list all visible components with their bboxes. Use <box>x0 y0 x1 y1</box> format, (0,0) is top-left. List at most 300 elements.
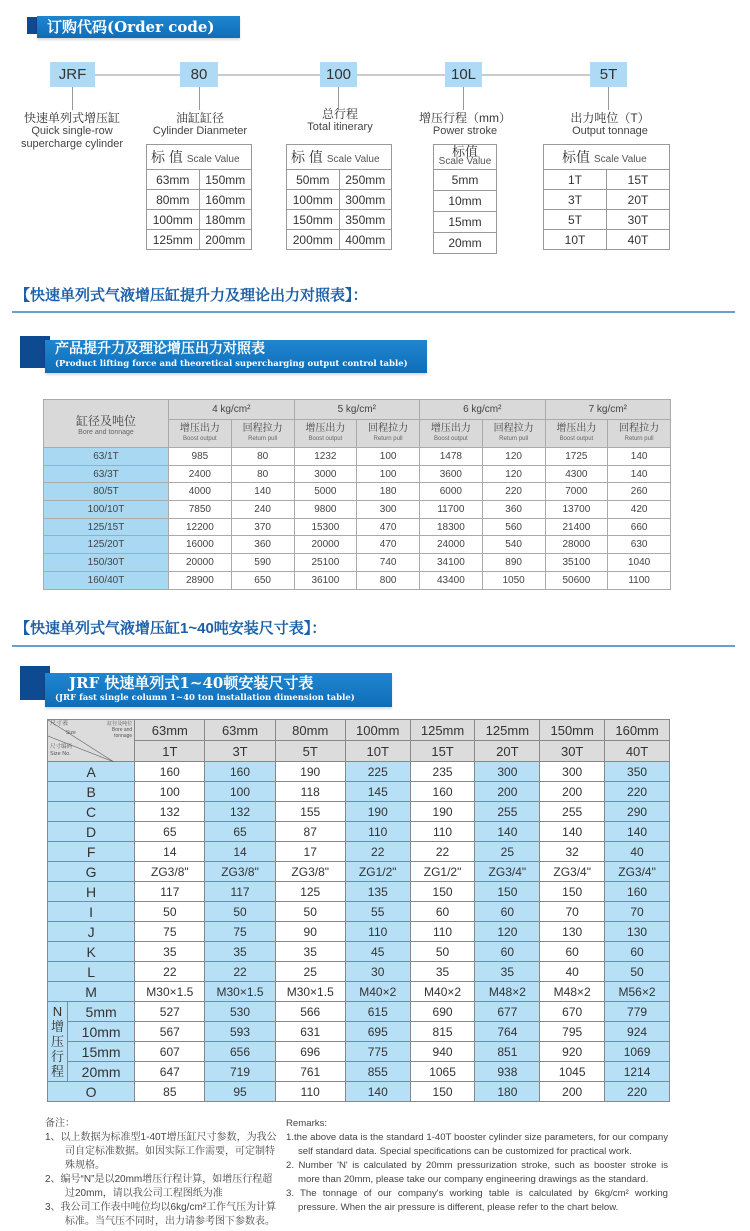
label-stroke: 总行程 Total itinerary <box>307 107 373 133</box>
corner-e: 尺寸编码 Size No. <box>50 744 73 757</box>
force-value: 370 <box>231 518 294 536</box>
return-en: Return pull <box>373 435 403 442</box>
scale-value: 100mm <box>287 190 340 210</box>
n-dimension-row <box>48 1062 670 1082</box>
dimension-value: 35 <box>475 962 540 982</box>
pressure-header: 6 kg/cm² <box>420 400 546 420</box>
dimension-value: 719 <box>205 1062 275 1082</box>
notes-en <box>286 1117 668 1215</box>
dimension-row <box>48 862 670 882</box>
power-stroke-scale-table <box>433 144 497 254</box>
code-box-series: JRF <box>50 62 95 87</box>
scale-header-cell <box>434 145 497 170</box>
dimension-value: 70 <box>605 902 670 922</box>
force-value: 1478 <box>420 448 483 466</box>
note-cn-1: 1、以上数据为标准型1-40T增压缸尺寸参数，为我公司自定标准数据。如因实际工作需要，可定制特殊规格。 <box>45 1132 277 1171</box>
boost-cn: 增压出力 <box>179 422 220 434</box>
bore-scale-table <box>146 144 252 250</box>
dimension-row <box>48 942 670 962</box>
dimension-value: 150 <box>540 882 605 902</box>
return-en: Return pull <box>624 435 654 442</box>
dimension-value: 851 <box>475 1042 540 1062</box>
force-value: 28000 <box>545 536 608 554</box>
dimension-value: 940 <box>410 1042 475 1062</box>
dimension-value: 150 <box>475 882 540 902</box>
note-en-1: 1.the above data is the standard 1-40T booster cylinder size parameters, for our company self standard data. Special specifications can be customized for practical work. <box>286 1132 668 1157</box>
return-cn: 回程拉力 <box>368 422 409 434</box>
dimension-value: 120 <box>475 922 540 942</box>
lifting-row <box>44 448 671 466</box>
dimension-value: 190 <box>275 762 345 782</box>
force-value: 7850 <box>169 501 232 519</box>
boost-en: Boost output <box>434 435 468 442</box>
dimension-value: 75 <box>135 922 205 942</box>
lifting-title-cn: 产品提升力及理论增压出力对照表 <box>55 341 265 357</box>
force-value: 590 <box>231 554 294 572</box>
bore-header: 125mm <box>475 720 540 741</box>
dimension-value: 695 <box>345 1022 410 1042</box>
dimension-row <box>48 902 670 922</box>
dimension-value: 45 <box>345 942 410 962</box>
dimension-value: ZG3/4" <box>475 862 540 882</box>
dimension-value: 220 <box>605 782 670 802</box>
header-row <box>48 720 670 741</box>
force-value: 34100 <box>420 554 483 572</box>
corner-cn: 缸径及吨位 <box>75 413 136 428</box>
dimension-value: ZG3/4" <box>605 862 670 882</box>
stroke-label: 15mm <box>68 1042 135 1062</box>
dimension-value: 100 <box>135 782 205 802</box>
code-box-stroke: 100 <box>320 62 357 87</box>
dimension-code: G <box>48 862 135 882</box>
scale-header-cell <box>287 145 392 170</box>
dimension-value: 938 <box>475 1062 540 1082</box>
dimension-table-banner <box>45 673 392 707</box>
force-value: 36100 <box>294 571 357 589</box>
force-value: 470 <box>357 518 420 536</box>
corner-header <box>48 720 135 762</box>
dimension-value: M40×2 <box>410 982 475 1002</box>
n-dimension-row <box>48 1002 670 1022</box>
dimension-value: 132 <box>205 802 275 822</box>
force-value: 300 <box>357 501 420 519</box>
force-value: 35100 <box>545 554 608 572</box>
force-value: 985 <box>169 448 232 466</box>
dimension-value: 65 <box>205 822 275 842</box>
force-value: 16000 <box>169 536 232 554</box>
dimension-value: 70 <box>540 902 605 922</box>
dimension-value: 670 <box>540 1002 605 1022</box>
scale-value: 150mm <box>199 170 252 190</box>
dimension-value: 190 <box>410 802 475 822</box>
force-value: 7000 <box>545 483 608 501</box>
dimension-value: 35 <box>135 942 205 962</box>
scale-label-cn: 标值 <box>451 144 478 159</box>
boost-en: Boost output <box>559 435 594 442</box>
dimension-value: 132 <box>135 802 205 822</box>
force-value: 120 <box>482 448 545 466</box>
boost-output-header <box>420 420 483 448</box>
scale-value: 30T <box>606 210 669 230</box>
dimension-value: 140 <box>605 822 670 842</box>
dimension-value: ZG3/8" <box>135 862 205 882</box>
dimension-value: 160 <box>605 882 670 902</box>
scale-label-en: Scale Value <box>186 154 240 165</box>
corner-d: Size <box>66 730 76 736</box>
divider <box>12 645 735 647</box>
dimension-row <box>48 782 670 802</box>
stroke-label: 10mm <box>68 1022 135 1042</box>
lifting-force-table <box>43 399 671 590</box>
return-cn: 回程拉力 <box>493 422 534 434</box>
order-code-title: 订购代码(Order code) <box>37 16 240 38</box>
dimension-value: 180 <box>475 1082 540 1102</box>
notes-cn <box>45 1117 280 1229</box>
scale-value: 5T <box>544 210 607 230</box>
bore-header: 150mm <box>540 720 605 741</box>
scale-value: 400mm <box>339 230 392 250</box>
dimension-value: 22 <box>345 842 410 862</box>
force-value: 18300 <box>420 518 483 536</box>
n-label-cell <box>48 1002 68 1082</box>
bore-header: 80mm <box>275 720 345 741</box>
force-value: 5000 <box>294 483 357 501</box>
scale-value: 125mm <box>147 230 200 250</box>
boost-cn: 增压出力 <box>305 422 346 434</box>
force-value: 120 <box>482 465 545 483</box>
scale-row <box>434 212 497 233</box>
note-en-2: 2. Number 'N' is calculated by 20mm pressurization stroke, such as booster stroke is more than 20mm, please take our company engineering drawings as the standard. <box>286 1160 668 1185</box>
dimension-value: 14 <box>135 842 205 862</box>
dimension-value: 779 <box>605 1002 670 1022</box>
code-box-tonnage: 5T <box>590 62 627 87</box>
pressure-header: 5 kg/cm² <box>294 400 420 420</box>
dimension-value: 95 <box>205 1082 275 1102</box>
dimension-value: 40 <box>540 962 605 982</box>
row-label: 63/1T <box>44 448 169 466</box>
scale-row <box>544 230 670 250</box>
connector-tick <box>463 87 464 110</box>
dimension-value: 55 <box>345 902 410 922</box>
dimension-title-en: (JRF fast single column 1~40 ton installation dimension table) <box>55 693 355 703</box>
force-value: 4300 <box>545 465 608 483</box>
dimension-value: 631 <box>275 1022 345 1042</box>
scale-value: 200mm <box>199 230 252 250</box>
lifting-row <box>44 536 671 554</box>
dimension-value: 85 <box>135 1082 205 1102</box>
force-value: 890 <box>482 554 545 572</box>
scale-header <box>287 145 392 170</box>
lifting-row <box>44 483 671 501</box>
row-label: 150/30T <box>44 554 169 572</box>
label-power-stroke: 增压行程（mm） Power stroke <box>419 111 511 137</box>
dimension-value: 150 <box>410 1082 475 1102</box>
dimension-value: 656 <box>205 1042 275 1062</box>
dimension-value: 110 <box>410 922 475 942</box>
scale-row <box>147 210 252 230</box>
dimension-value: 25 <box>475 842 540 862</box>
dimension-value: 65 <box>135 822 205 842</box>
scale-header <box>434 145 497 170</box>
dimension-value: 25 <box>275 962 345 982</box>
scale-value: 3T <box>544 190 607 210</box>
scale-label-en: Scale Value <box>326 154 380 165</box>
row-label: 80/5T <box>44 483 169 501</box>
dimension-code: J <box>48 922 135 942</box>
scale-value: 10mm <box>434 191 497 212</box>
boost-output-header <box>294 420 357 448</box>
dimension-value: 125 <box>275 882 345 902</box>
dimension-value: ZG1/2" <box>345 862 410 882</box>
lifting-row <box>44 554 671 572</box>
row-label: 160/40T <box>44 571 169 589</box>
force-value: 240 <box>231 501 294 519</box>
tonnage-header: 20T <box>475 741 540 762</box>
force-value: 100 <box>357 465 420 483</box>
lifting-row <box>44 501 671 519</box>
scale-row <box>544 190 670 210</box>
force-value: 11700 <box>420 501 483 519</box>
dimension-code: K <box>48 942 135 962</box>
dimension-value: 920 <box>540 1042 605 1062</box>
force-value: 21400 <box>545 518 608 536</box>
force-value: 80 <box>231 465 294 483</box>
scale-label-en: Scale Value <box>438 156 492 167</box>
force-value: 140 <box>608 448 671 466</box>
force-value: 630 <box>608 536 671 554</box>
dimension-value: 1069 <box>605 1042 670 1062</box>
dimension-value: ZG3/4" <box>540 862 605 882</box>
force-value: 560 <box>482 518 545 536</box>
dimension-value: 22 <box>135 962 205 982</box>
force-value: 740 <box>357 554 420 572</box>
force-value: 420 <box>608 501 671 519</box>
scale-row <box>544 170 670 190</box>
force-value: 360 <box>482 501 545 519</box>
scale-row <box>287 230 392 250</box>
force-value: 540 <box>482 536 545 554</box>
row-label: 125/15T <box>44 518 169 536</box>
dimension-code: F <box>48 842 135 862</box>
notes-en-title: Remarks: <box>286 1118 328 1129</box>
dimension-value: 235 <box>410 762 475 782</box>
dimension-value: 615 <box>345 1002 410 1022</box>
dimension-code: D <box>48 822 135 842</box>
dimension-value: 607 <box>135 1042 205 1062</box>
scale-header-cell <box>544 145 670 170</box>
tonnage-scale-table <box>543 144 670 250</box>
dimension-value: 140 <box>345 1082 410 1102</box>
force-value: 1725 <box>545 448 608 466</box>
force-value: 24000 <box>420 536 483 554</box>
force-value: 12200 <box>169 518 232 536</box>
scale-header-cell <box>147 145 252 170</box>
label-tonnage: 出力吨位（T） Output tonnage <box>570 111 650 137</box>
dimension-row <box>48 882 670 902</box>
dimension-code: H <box>48 882 135 902</box>
dimension-value: 1045 <box>540 1062 605 1082</box>
dimension-value: 255 <box>475 802 540 822</box>
scale-label-cn: 标 值 <box>291 149 323 165</box>
dimension-value: 50 <box>135 902 205 922</box>
code-box-power-stroke: 10L <box>445 62 482 87</box>
row-label: 63/3T <box>44 465 169 483</box>
dimension-value: 924 <box>605 1022 670 1042</box>
dimension-value: 255 <box>540 802 605 822</box>
dimension-row <box>48 962 670 982</box>
dimension-value: 150 <box>410 882 475 902</box>
dimension-value: 118 <box>275 782 345 802</box>
scale-label-cn: 标值 <box>562 149 590 165</box>
dimension-value: 35 <box>205 942 275 962</box>
return-pull-header <box>482 420 545 448</box>
dimension-row <box>48 922 670 942</box>
dimension-value: 200 <box>475 782 540 802</box>
dimension-value: 160 <box>135 762 205 782</box>
note-en-3: 3. The tonnage of our company's working table is calculated by 6kg/cm² working pressure. When the air pressure is different, please refer to the chart below. <box>286 1188 668 1213</box>
return-en: Return pull <box>499 435 529 442</box>
return-cn: 回程拉力 <box>242 422 283 434</box>
force-value: 15300 <box>294 518 357 536</box>
corner-b: 缸径及吨位 Bore and tonnage <box>107 721 133 739</box>
dimension-value: 50 <box>205 902 275 922</box>
dimension-value: M48×2 <box>475 982 540 1002</box>
dimension-code: O <box>48 1082 135 1102</box>
dimension-value: 677 <box>475 1002 540 1022</box>
scale-row <box>147 170 252 190</box>
boost-en: Boost output <box>308 435 343 442</box>
force-value: 100 <box>357 448 420 466</box>
pressure-header: 4 kg/cm² <box>169 400 295 420</box>
tonnage-header: 40T <box>605 741 670 762</box>
scale-label-cn: 标 值 <box>151 149 183 165</box>
lifting-row <box>44 518 671 536</box>
scale-row <box>434 191 497 212</box>
force-value: 20000 <box>169 554 232 572</box>
note-cn-2: 2、编号“N”是以20mm增压行程计算，如增压行程超过20mm，请以我公司工程图纸为准 <box>45 1174 273 1199</box>
note-cn-3: 3、我公司工作表中吨位均以6kg/cm²工作气压为计算标准。当气压不同时，出力请参考图下参数表。 <box>45 1202 277 1227</box>
scale-row <box>287 210 392 230</box>
dimension-value: 22 <box>205 962 275 982</box>
dimension-value: 815 <box>410 1022 475 1042</box>
scale-label-en: Scale Value <box>594 154 647 165</box>
corner-en: Bore and tonnage <box>78 428 134 436</box>
header-row <box>44 400 671 420</box>
dimension-value: 117 <box>135 882 205 902</box>
tonnage-header: 10T <box>345 741 410 762</box>
dimension-row <box>48 1082 670 1102</box>
boost-cn: 增压出力 <box>430 422 471 434</box>
force-value: 1040 <box>608 554 671 572</box>
dimension-value: 60 <box>540 942 605 962</box>
row-label: 100/10T <box>44 501 169 519</box>
lifting-row <box>44 465 671 483</box>
force-value: 180 <box>357 483 420 501</box>
force-value: 50600 <box>545 571 608 589</box>
dimension-value: M30×1.5 <box>275 982 345 1002</box>
corner-a: 尺寸表 <box>50 721 69 727</box>
dimension-value: M48×2 <box>540 982 605 1002</box>
boost-cn: 增压出力 <box>556 422 597 434</box>
dimension-value: 75 <box>205 922 275 942</box>
dimension-value: 1065 <box>410 1062 475 1082</box>
label-bore: 油缸缸径 Cylinder Dianmeter <box>152 111 248 137</box>
dimension-value: 60 <box>475 942 540 962</box>
dimension-value: 110 <box>345 922 410 942</box>
dimension-value: 17 <box>275 842 345 862</box>
force-value: 25100 <box>294 554 357 572</box>
dimension-title-cn: JRF 快速单列式1~40顿安装尺寸表 <box>69 674 314 692</box>
bore-header: 125mm <box>410 720 475 741</box>
dimension-value: 110 <box>345 822 410 842</box>
force-value: 140 <box>231 483 294 501</box>
dimension-value: 593 <box>205 1022 275 1042</box>
dimension-value: 40 <box>605 842 670 862</box>
scale-value: 250mm <box>339 170 392 190</box>
force-value: 1232 <box>294 448 357 466</box>
dimension-value: 87 <box>275 822 345 842</box>
stroke-label: 5mm <box>68 1002 135 1022</box>
dimension-value: 135 <box>345 882 410 902</box>
force-value: 20000 <box>294 536 357 554</box>
dimension-value: 220 <box>605 1082 670 1102</box>
lifting-table-banner <box>45 340 427 373</box>
dimension-value: 14 <box>205 842 275 862</box>
scale-row <box>147 190 252 210</box>
bore-header: 100mm <box>345 720 410 741</box>
dimension-value: 35 <box>275 942 345 962</box>
dimension-value: 160 <box>410 782 475 802</box>
stroke-label: 20mm <box>68 1062 135 1082</box>
tonnage-header: 1T <box>135 741 205 762</box>
force-value: 800 <box>357 571 420 589</box>
scale-value: 200mm <box>287 230 340 250</box>
tonnage-header: 15T <box>410 741 475 762</box>
dimension-value: 290 <box>605 802 670 822</box>
dimension-code: A <box>48 762 135 782</box>
force-value: 360 <box>231 536 294 554</box>
n-label: N增压行程 <box>50 1004 64 1079</box>
dimension-value: 190 <box>345 802 410 822</box>
dimension-value: 117 <box>205 882 275 902</box>
dimension-value: 764 <box>475 1022 540 1042</box>
force-value: 1100 <box>608 571 671 589</box>
force-value: 3000 <box>294 465 357 483</box>
dimension-value: M30×1.5 <box>135 982 205 1002</box>
return-en: Return pull <box>248 435 278 442</box>
scale-value: 100mm <box>147 210 200 230</box>
lifting-row <box>44 571 671 589</box>
scale-value: 150mm <box>287 210 340 230</box>
force-value: 4000 <box>169 483 232 501</box>
dimension-value: 35 <box>410 962 475 982</box>
pressure-header: 7 kg/cm² <box>545 400 671 420</box>
force-value: 28900 <box>169 571 232 589</box>
dimension-value: 60 <box>475 902 540 922</box>
dimension-table <box>47 719 670 1102</box>
scale-value: 180mm <box>199 210 252 230</box>
dimension-value: 145 <box>345 782 410 802</box>
dimension-value: 200 <box>540 782 605 802</box>
return-pull-header <box>357 420 420 448</box>
lifting-title-en: (Product lifting force and theoretical supercharging output control table) <box>55 359 408 369</box>
scale-row <box>147 230 252 250</box>
scale-value: 5mm <box>434 170 497 191</box>
force-value: 43400 <box>420 571 483 589</box>
dimension-value: 225 <box>345 762 410 782</box>
scale-value: 15T <box>606 170 669 190</box>
dimension-value: 32 <box>540 842 605 862</box>
